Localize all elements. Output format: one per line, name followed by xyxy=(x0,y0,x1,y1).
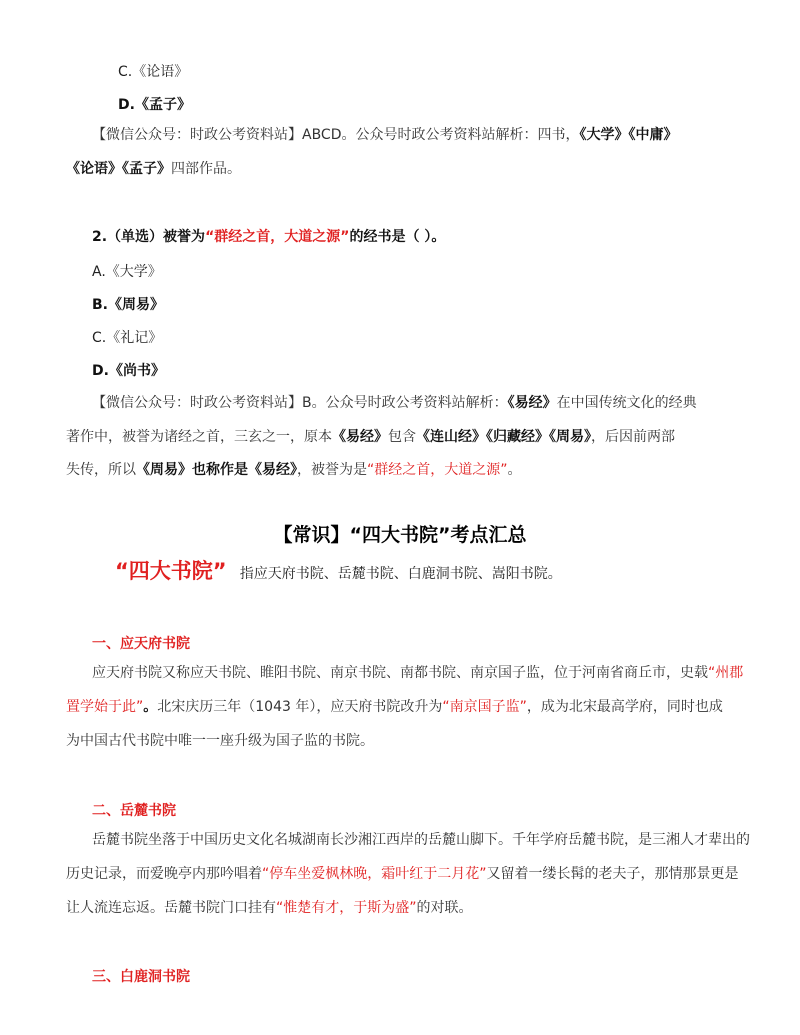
s2-line1 xyxy=(92,823,750,857)
q2-answer-l2-text-2: 包含 xyxy=(388,429,416,445)
q2-answer-text: 【微信公众号：时政公考资料站】B。公众号时政公考资料站解析： xyxy=(92,395,508,411)
q2-option-a-text: A.《大学》 xyxy=(92,264,162,280)
s2-l3-text: 让人流连忘返。岳麓书院门口挂有 xyxy=(66,900,276,916)
section-heading: 【常识】“四大书院”考点汇总 xyxy=(273,524,527,546)
s2-title: 二、岳麓书院 xyxy=(92,803,176,819)
s2-line2 xyxy=(66,857,739,891)
s2-l3-quote: “惟楚有才，于斯为盛” xyxy=(276,900,417,916)
q1-answer-tail: 四部作品。 xyxy=(171,161,241,177)
s1-line3 xyxy=(66,724,374,758)
s1-l2-text: 北宋庆历三年（1043 年），应天府书院改升为 xyxy=(157,699,443,715)
s1-l2-quote: 置学始于此” xyxy=(66,699,144,715)
q2-answer-l2-bold: 《易经》 xyxy=(332,429,388,445)
q2-stem xyxy=(92,226,445,246)
q2-answer-text-2: 在中国传统文化的经典 xyxy=(556,395,697,411)
s2-l3-text-2: 的对联。 xyxy=(416,900,473,916)
q1-option-d: D.《孟子》 xyxy=(118,97,191,113)
q2-stem-tail: 的经书是（ ）。 xyxy=(349,229,446,245)
q2-answer-l3-bold: 《周易》也称作是《易经》 xyxy=(136,462,297,478)
q2-answer-line2 xyxy=(66,420,675,454)
q2-answer-l3-text: 失传，所以 xyxy=(66,462,136,478)
q1-answer-line1 xyxy=(92,118,678,152)
q1-answer-books-bold: 《大学》《中庸》 xyxy=(579,127,678,143)
q2-answer-line3 xyxy=(66,453,522,487)
section-lead-text: 指应天府书院、岳麓书院、白鹿洞书院、嵩阳书院。 xyxy=(239,566,562,582)
q2-option-a xyxy=(92,261,162,281)
q1-answer-line2 xyxy=(66,152,241,186)
q2-answer-l2-text: 著作中，被誉为诸经之首，三玄之一，原本 xyxy=(66,429,332,445)
q2-answer-l2-bold-2: 《连山经》《归藏经》《周易》 xyxy=(416,429,591,445)
q2-answer-bold-1: 《易经》 xyxy=(507,395,557,411)
q2-stem-quote: “群经之首，大道之源” xyxy=(205,229,350,245)
s1-l2-text-2: ，成为北宋最高学府，同时也成 xyxy=(526,699,723,715)
s2-l1-text: 岳麓书院坐落于中国历史文化名城湖南长沙湘江西岸的岳麓山脚下。千年学府岳麓书院，是三湘人才辈出的 xyxy=(92,832,750,848)
s2-l2-text-2: 又留着一缕长髯的老夫子，那情那景更是 xyxy=(486,866,739,882)
q2-option-c: C.《礼记》 xyxy=(92,330,163,346)
s1-l2-period: 。 xyxy=(143,699,158,715)
q2-answer-l2-text-3: ，后因前两部 xyxy=(591,429,675,445)
q2-option-d: D.《尚书》 xyxy=(92,363,165,379)
q1-answer-text: 【微信公众号：时政公考资料站】ABCD。公众号时政公考资料站解析：四书， xyxy=(92,127,580,143)
s1-l1-text: 应天府书院又称应天书院、睢阳书院、南京书院、南都书院、南京国子监，位于河南省商丘市，史载 xyxy=(92,665,708,681)
s1-l2-quote-2: “南京国子监” xyxy=(442,699,527,715)
q2-answer-l3-end: 。 xyxy=(507,462,522,478)
section-lead xyxy=(115,555,562,585)
q1-option-c: C.《论语》 xyxy=(118,64,189,80)
section-lead-title: “四大书院” xyxy=(115,559,227,583)
q2-answer-l3-quote: “群经之首，大道之源” xyxy=(367,462,508,478)
s2-line3 xyxy=(66,891,473,925)
s1-title: 一、应天府书院 xyxy=(92,636,190,652)
s2-l2-text: 历史记录，而爱晚亭内那吟唱着 xyxy=(66,866,262,882)
s1-l3-text: 为中国古代书院中唯一一座升级为国子监的书院。 xyxy=(66,733,374,749)
s1-line1 xyxy=(92,656,743,690)
q2-answer-line1 xyxy=(92,386,697,420)
s1-line2 xyxy=(66,690,723,724)
s2-l2-quote: “停车坐爱枫林晚，霜叶红于二月花” xyxy=(262,866,487,882)
q2-stem-text: 2.（单选）被誉为 xyxy=(92,229,206,245)
q1-answer-books-bold-2: 《论语》《孟子》 xyxy=(66,161,171,177)
s1-l1-quote: “州郡 xyxy=(708,665,744,681)
q2-option-b: B.《周易》 xyxy=(92,297,164,313)
q2-answer-l3-text-2: ，被誉为是 xyxy=(297,462,367,478)
s3-title: 三、白鹿洞书院 xyxy=(92,969,190,985)
